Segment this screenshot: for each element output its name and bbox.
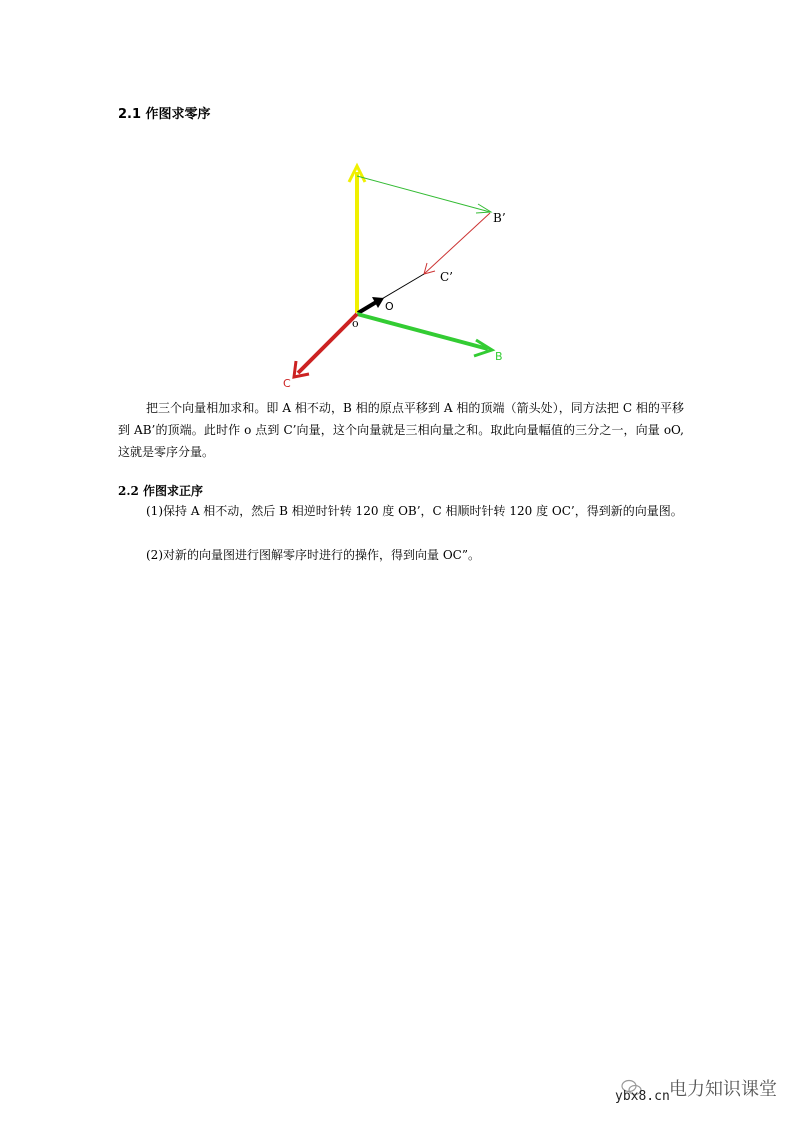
label-big-o: O xyxy=(385,300,394,313)
section-heading-zero-sequence: 2.1 作图求零序 xyxy=(118,107,211,122)
zero-sequence-explanation: 把三个向量相加求和。即 A 相不动，B 相的原点平移到 A 相的顶端（箭头处），同方法把 C 相的平移到 AB’的顶端。此时作 o 点到 C’向量，这个向量就是三相向量之和。取此向量幅值的三分之一，向量 oO,这就是零序分量。 xyxy=(118,401,684,459)
section-heading-positive-sequence: 2.2 作图求正序 xyxy=(118,484,204,498)
label-b: B xyxy=(495,350,503,363)
translated-b-vector xyxy=(357,176,490,212)
watermark-url: ybx8.cn xyxy=(615,1089,670,1104)
vector-diagram xyxy=(0,0,794,400)
label-small-o: o xyxy=(352,317,359,330)
label-b-prime: B’ xyxy=(493,211,506,225)
label-c: C xyxy=(283,377,291,390)
resultant-thin-line xyxy=(380,274,424,300)
watermark xyxy=(615,1075,785,1115)
zero-sequence-vector xyxy=(358,301,378,313)
phase-b-vector xyxy=(357,314,488,349)
positive-sequence-step-2: (2)对新的向量图进行图解零序时进行的操作，得到向量 OC”。 xyxy=(146,548,480,562)
watermark-brand: 电力知识课堂 xyxy=(669,1079,777,1100)
translated-c-vector xyxy=(424,213,490,274)
phase-c-vector xyxy=(298,314,357,373)
label-c-prime: C’ xyxy=(440,270,453,284)
positive-sequence-step-1: (1)保持 A 相不动，然后 B 相逆时针转 120 度 OB’，C 相顺时针转 120 度 OC’，得到新的向量图。 xyxy=(146,504,683,518)
